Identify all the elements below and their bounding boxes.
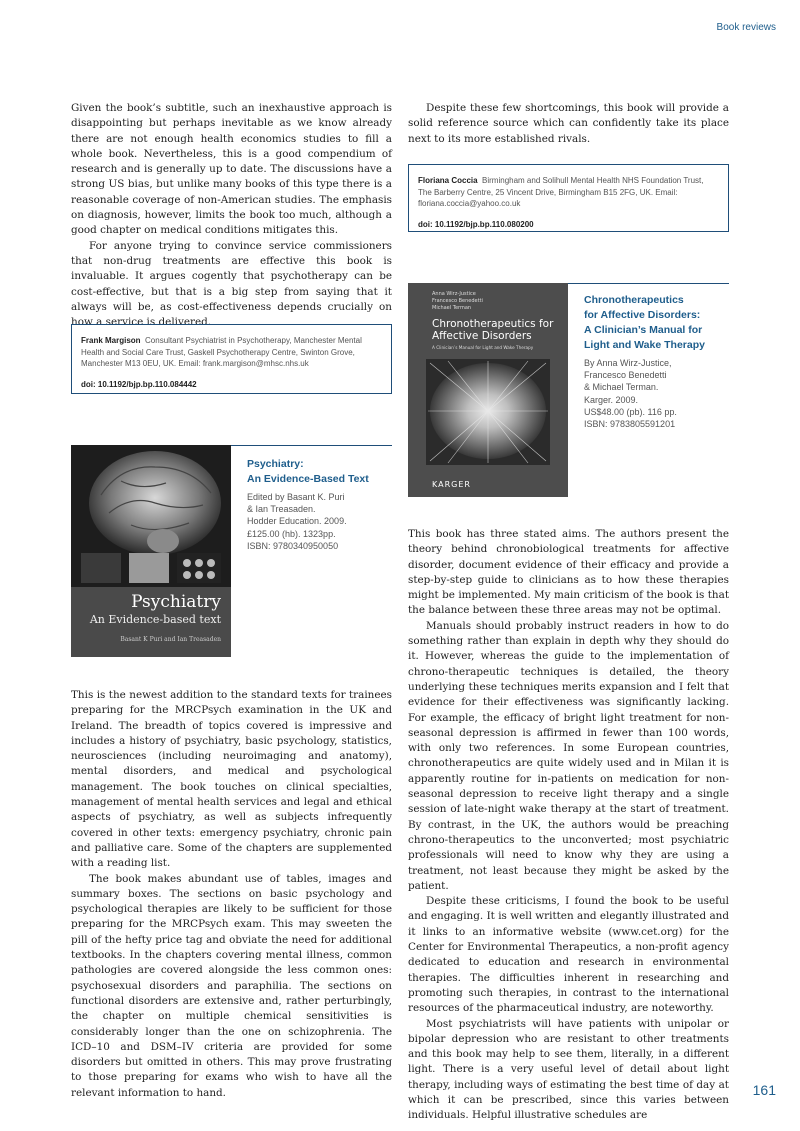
right-top-text bbox=[408, 101, 729, 147]
book-meta-line: ISBN: 9780340950050 bbox=[247, 540, 339, 551]
book-meta-line: Edited by Basant K. Puri bbox=[247, 492, 345, 502]
reviewer-affiliation-box bbox=[71, 324, 392, 394]
book-title-line: Psychiatry: bbox=[247, 458, 304, 470]
cover-art bbox=[71, 445, 231, 657]
paragraph: Despite these criticisms, I found the book to be useful and engaging. It is well written and elegantly illustrated and it links to an informative website (www.cet.org) for the Center for Environmental Therapeutics, a non-profit agency dedicated to education and research in environmental therapies. The difficulties inherent in researching and promoting such therapies, in contrast to the international resources of the pharmaceutical industry, are noteworthy. bbox=[408, 895, 729, 1015]
paragraph: This is the newest addition to the standard texts for trainees preparing for the MRCPsych examination in the UK and Ireland. The breadth of topics covered is impressive and includes a history of psychiatry, basic psychology, statistics, neurosciences (including neuroimaging and anatomy), mental disorders, and medical and psychological management. The book touches on clinical specialties, management of mental health services and legal and ethical aspects of psychiatry, as well as subjects infrequently covered in other texts: emergency psychiatry, chronic pain and palliative care. Some of the chapters are supplemented with a reading list. bbox=[71, 689, 392, 870]
reviewer-name: Frank Margison bbox=[81, 336, 141, 345]
book-cover-psychiatry bbox=[71, 445, 231, 657]
book-title bbox=[247, 457, 392, 487]
cover-author: Anna Wirz-Justice bbox=[432, 291, 476, 297]
left-bottom-text bbox=[71, 688, 392, 1101]
book-meta-line: By Anna Wirz-Justice, bbox=[584, 358, 672, 368]
reviewer-affiliation-box bbox=[408, 164, 729, 232]
divider bbox=[231, 445, 392, 446]
cover-author: Michael Terman bbox=[432, 305, 472, 311]
cover-publisher: KARGER bbox=[432, 480, 471, 489]
reviewer-name: Floriana Coccia bbox=[418, 176, 478, 185]
cover-art bbox=[408, 283, 568, 497]
book-meta-line: ISBN: 9783805591201 bbox=[584, 419, 676, 430]
paragraph: This book has three stated aims. The authors present the theory behind chronobiological treatments for affective disorder, document evidence of their efficacy and provide a step-by-step guide to clinicians as to how these therapies might be implemented. My main criticism of the book is that the balance between these three areas may not be optimal. bbox=[408, 528, 729, 617]
book-info-psychiatry bbox=[231, 445, 392, 565]
paragraph: Most psychiatrists will have patients with unipolar or bipolar depression who are resistant to other treatments and this book may help to see them, literally, in a different light. There is a very useful level of detail about light therapy, including ways of estimating the best time of day at which it can be prescribed, since this varies between individuals. Helpful illustrative schedules are bbox=[408, 1017, 729, 1122]
divider bbox=[568, 283, 729, 284]
doi: doi: 10.1192/bjp.bp.110.084442 bbox=[81, 379, 197, 389]
paragraph: Given the book’s subtitle, such an inexhaustive approach is disappointing but perhaps inevitable as we know already there are not enough health economics studies to fill a whole book. Nevertheless, this is a good compendium of research and is generally up to date. The discussions have a strong US bias, but unlike many books of this type there is a reasonable coverage of non-American studies. The emphasis on diagnosis, however, limits the book too much, although a good chapter on medical conditions mitigates this. bbox=[71, 102, 392, 237]
paragraph: The book makes abundant use of tables, images and summary boxes. The sections on basic psychology and psychological therapies are likely to be sufficient for those preparing for the MRCPsych exam. This may sweeten the pill of the hefty price tag and obviate the need for additional textbooks. In the chapters covering mental illness, common pathologies are covered alongside the less common ones: psychosexual disorders and paraphilia. The sections on functional disorders are extensive and, rather perturbingly, the chapter on multiple chemical sensitivities is considerably longer than the one on schizophrenia. The ICD–10 and DSM–IV criteria are provided for some disorders but omitted in others. This may prove frustrating to those preparing for exams who wish to have all the relevant information to hand. bbox=[71, 872, 392, 1099]
cover-title-line: Affective Disorders bbox=[432, 330, 532, 342]
reviewer-affiliation: Consultant Psychiatrist in Psychotherapy, Manchester Mental Health and Social Care Trust, Gaskell Psychotherapy Centre, Swinton Grove, Manchester M13 0EU, UK. Email: frank.margison@mhsc.nhs.uk bbox=[81, 336, 362, 368]
book-cover-chronotherapeutics bbox=[408, 283, 568, 497]
paragraph: Despite these few shortcomings, this book will provide a solid reference source which can confidently take its place next to its more established rivals. bbox=[408, 102, 729, 145]
cover-author: Francesco Benedetti bbox=[432, 298, 483, 304]
book-title bbox=[584, 293, 729, 353]
doi: doi: 10.1192/bjp.bp.110.080200 bbox=[418, 219, 534, 229]
right-bottom-text bbox=[408, 527, 729, 1124]
book-title-line: An Evidence-Based Text bbox=[247, 473, 369, 485]
reviewer-details bbox=[81, 335, 382, 370]
reviewer-details bbox=[418, 175, 719, 210]
book-meta-line: Francesco Benedetti bbox=[584, 370, 667, 381]
book-meta-line: £125.00 (hb). 1323pp. bbox=[247, 528, 336, 539]
book-meta-line: US$48.00 (pb). 116 pp. bbox=[584, 406, 677, 417]
left-top-text bbox=[71, 101, 392, 330]
book-info-chronotherapeutics bbox=[568, 283, 729, 433]
book-title-line: Chronotherapeutics bbox=[584, 294, 684, 306]
book-meta bbox=[584, 357, 729, 430]
book-meta-line: & Michael Terman. bbox=[584, 382, 659, 393]
reviewer-affiliation: Birmingham and Solihull Mental Health NHS Foundation Trust, The Barberry Centre, 25 Vincent Drive, Birmingham B15 2FG, UK. Email: floriana.coccia@yahoo.co.uk bbox=[418, 176, 704, 208]
cover-title: Psychiatry bbox=[131, 592, 221, 612]
book-meta-line: & Ian Treasaden. bbox=[247, 504, 316, 515]
paragraph: For anyone trying to convince service commissioners that non-drug treatments are effective this book is invaluable. It argues cogently that psychotherapy can be cost-effective, but that is a big step from saying that it always will be, as cost-effectiveness depends crucially on how a service is delivered. bbox=[71, 239, 392, 329]
cover-subtitle: An Evidence-based text bbox=[89, 613, 221, 626]
book-title-line: A Clinician’s Manual for bbox=[584, 324, 703, 336]
book-meta bbox=[247, 491, 392, 552]
paragraph: Manuals should probably instruct readers in how to do something rather than explain in depth why they should do it. However, whereas the guide to the implementation of chrono-therapeutic techniques is detailed, the theory underlying these techniques merits expansion and I felt that evidence for their effectiveness was significantly lacking. For example, the efficacy of bright light treatment for non-seasonal depression is affirmed in fewer than 100 words, with only two references. In some European countries, chronotherapeutics are quite widely used and in Milan it is apparently routine for in-patients on medication for non-seasonal depression to receive light therapy and a single session of late-night wake therapy at the start of treatment. By contrast, in the UK, the authors would be preaching chrono-therapeutics to the unconverted; most psychiatric professionals will need to know why they are using a treatment, not least because they might be asked by the patient. bbox=[408, 619, 729, 892]
book-meta-line: Karger. 2009. bbox=[584, 394, 639, 405]
book-title-line: for Affective Disorders: bbox=[584, 309, 701, 321]
page-number: 161 bbox=[752, 1082, 776, 1098]
running-header: Book reviews bbox=[716, 22, 776, 33]
cover-authors: Basant K Puri and Ian Treasaden bbox=[120, 636, 221, 643]
cover-subtitle: A Clinician’s Manual for Light and Wake Therapy bbox=[432, 345, 534, 350]
book-title-line: Light and Wake Therapy bbox=[584, 339, 705, 351]
book-meta-line: Hodder Education. 2009. bbox=[247, 516, 347, 527]
cover-title-line: Chronotherapeutics for bbox=[432, 318, 554, 330]
